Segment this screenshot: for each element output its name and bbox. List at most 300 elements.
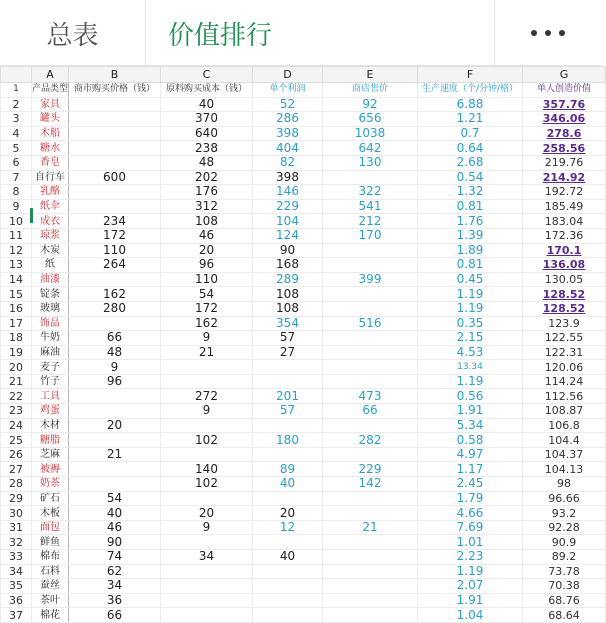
table-cell[interactable]: 258.56 bbox=[523, 141, 606, 156]
table-cell[interactable] bbox=[253, 418, 323, 433]
row-number[interactable]: 14 bbox=[1, 272, 32, 287]
table-cell[interactable]: 640 bbox=[161, 126, 253, 141]
corner-cell[interactable] bbox=[1, 67, 32, 83]
table-cell[interactable] bbox=[69, 112, 161, 127]
row-number[interactable]: 11 bbox=[1, 228, 32, 243]
table-cell[interactable] bbox=[69, 126, 161, 141]
table-cell[interactable]: 57 bbox=[253, 404, 323, 419]
table-cell[interactable]: 92 bbox=[323, 97, 418, 112]
table-cell[interactable]: 矿石 bbox=[32, 491, 69, 506]
table-cell[interactable]: 木材 bbox=[32, 418, 69, 433]
table-cell[interactable]: 0.45 bbox=[418, 272, 523, 287]
table-cell[interactable]: 112.56 bbox=[523, 389, 606, 404]
tab-summary[interactable]: 总表 bbox=[0, 0, 146, 66]
table-cell[interactable]: 奶茶 bbox=[32, 477, 69, 492]
table-cell[interactable]: 162 bbox=[161, 316, 253, 331]
table-cell[interactable]: 1.32 bbox=[418, 185, 523, 200]
table-cell[interactable]: 20 bbox=[161, 243, 253, 258]
table-cell[interactable]: 香皂 bbox=[32, 155, 69, 170]
table-cell[interactable]: 21 bbox=[69, 447, 161, 462]
table-cell[interactable] bbox=[253, 608, 323, 623]
table-cell[interactable]: 146 bbox=[253, 185, 323, 200]
table-cell[interactable]: 2.45 bbox=[418, 477, 523, 492]
table-cell[interactable]: 1.76 bbox=[418, 214, 523, 229]
table-cell[interactable]: 68.76 bbox=[523, 593, 606, 608]
column-header[interactable]: E bbox=[323, 67, 418, 83]
table-cell[interactable]: 0.7 bbox=[418, 126, 523, 141]
row-number[interactable]: 32 bbox=[1, 535, 32, 550]
table-cell[interactable] bbox=[69, 185, 161, 200]
table-cell[interactable]: 214.92 bbox=[523, 170, 606, 185]
row-number[interactable]: 33 bbox=[1, 550, 32, 565]
table-cell[interactable]: 麦子 bbox=[32, 360, 69, 375]
table-cell[interactable]: 40 bbox=[253, 550, 323, 565]
table-cell[interactable]: 原料购买成本（钱） bbox=[161, 83, 253, 98]
table-cell[interactable]: 162 bbox=[69, 287, 161, 302]
table-cell[interactable] bbox=[69, 477, 161, 492]
table-cell[interactable] bbox=[253, 491, 323, 506]
table-cell[interactable]: 92.28 bbox=[523, 520, 606, 535]
row-number[interactable]: 4 bbox=[1, 126, 32, 141]
table-cell[interactable]: 0.81 bbox=[418, 199, 523, 214]
table-cell[interactable]: 66 bbox=[69, 331, 161, 346]
table-cell[interactable]: 单人创造价值 bbox=[523, 83, 606, 98]
row-number[interactable]: 23 bbox=[1, 404, 32, 419]
table-cell[interactable] bbox=[253, 579, 323, 594]
table-cell[interactable]: 2.68 bbox=[418, 155, 523, 170]
table-cell[interactable]: 192.72 bbox=[523, 185, 606, 200]
table-cell[interactable]: 202 bbox=[161, 170, 253, 185]
table-cell[interactable]: 1038 bbox=[323, 126, 418, 141]
table-cell[interactable] bbox=[69, 389, 161, 404]
table-cell[interactable]: 产品类型 bbox=[32, 83, 69, 98]
table-cell[interactable]: 饰品 bbox=[32, 316, 69, 331]
table-cell[interactable]: 114.24 bbox=[523, 374, 606, 389]
table-cell[interactable]: 1.19 bbox=[418, 564, 523, 579]
table-cell[interactable] bbox=[253, 564, 323, 579]
column-header[interactable]: G bbox=[523, 67, 606, 83]
row-number[interactable]: 35 bbox=[1, 579, 32, 594]
table-cell[interactable]: 73.78 bbox=[523, 564, 606, 579]
table-cell[interactable]: 玻璃 bbox=[32, 301, 69, 316]
table-cell[interactable]: 鸡蛋 bbox=[32, 404, 69, 419]
table-cell[interactable] bbox=[323, 447, 418, 462]
table-cell[interactable]: 170 bbox=[323, 228, 418, 243]
row-number[interactable]: 34 bbox=[1, 564, 32, 579]
row-number[interactable]: 29 bbox=[1, 491, 32, 506]
table-cell[interactable]: 74 bbox=[69, 550, 161, 565]
table-cell[interactable]: 108.87 bbox=[523, 404, 606, 419]
table-cell[interactable]: 13.34 bbox=[418, 360, 523, 375]
row-number[interactable]: 31 bbox=[1, 520, 32, 535]
row-number[interactable]: 22 bbox=[1, 389, 32, 404]
table-cell[interactable]: 102 bbox=[161, 433, 253, 448]
table-cell[interactable]: 12 bbox=[253, 520, 323, 535]
table-cell[interactable]: 399 bbox=[323, 272, 418, 287]
table-cell[interactable]: 6.88 bbox=[418, 97, 523, 112]
table-cell[interactable]: 棉布 bbox=[32, 550, 69, 565]
table-cell[interactable]: 芝麻 bbox=[32, 447, 69, 462]
table-cell[interactable] bbox=[323, 345, 418, 360]
table-cell[interactable]: 棉花 bbox=[32, 608, 69, 623]
table-cell[interactable]: 110 bbox=[69, 243, 161, 258]
table-cell[interactable]: 96.66 bbox=[523, 491, 606, 506]
table-cell[interactable]: 20 bbox=[161, 506, 253, 521]
table-cell[interactable]: 404 bbox=[253, 141, 323, 156]
table-cell[interactable]: 鲜鱼 bbox=[32, 535, 69, 550]
table-cell[interactable]: 170.1 bbox=[523, 243, 606, 258]
row-number[interactable]: 36 bbox=[1, 593, 32, 608]
table-cell[interactable]: 竹子 bbox=[32, 374, 69, 389]
table-cell[interactable]: 2.23 bbox=[418, 550, 523, 565]
table-cell[interactable]: 108 bbox=[161, 214, 253, 229]
table-cell[interactable]: 90 bbox=[253, 243, 323, 258]
table-cell[interactable]: 2.07 bbox=[418, 579, 523, 594]
table-cell[interactable]: 104.13 bbox=[523, 462, 606, 477]
table-cell[interactable]: 1.39 bbox=[418, 228, 523, 243]
table-cell[interactable]: 286 bbox=[253, 112, 323, 127]
table-cell[interactable]: 商店售价 bbox=[323, 83, 418, 98]
table-cell[interactable]: 1.21 bbox=[418, 112, 523, 127]
table-cell[interactable] bbox=[323, 243, 418, 258]
table-cell[interactable] bbox=[69, 404, 161, 419]
table-cell[interactable]: 96 bbox=[69, 374, 161, 389]
table-cell[interactable]: 62 bbox=[69, 564, 161, 579]
table-cell[interactable]: 家具 bbox=[32, 97, 69, 112]
table-cell[interactable]: 1.19 bbox=[418, 374, 523, 389]
column-header[interactable]: A bbox=[32, 67, 69, 83]
table-cell[interactable]: 142 bbox=[323, 477, 418, 492]
table-cell[interactable]: 5.34 bbox=[418, 418, 523, 433]
table-cell[interactable] bbox=[323, 287, 418, 302]
table-cell[interactable]: 322 bbox=[323, 185, 418, 200]
table-cell[interactable]: 238 bbox=[161, 141, 253, 156]
row-number[interactable]: 10 bbox=[1, 214, 32, 229]
table-cell[interactable]: 229 bbox=[253, 199, 323, 214]
row-number[interactable]: 19 bbox=[1, 345, 32, 360]
table-cell[interactable]: 128.52 bbox=[523, 301, 606, 316]
table-cell[interactable]: 40 bbox=[161, 97, 253, 112]
table-cell[interactable]: 66 bbox=[69, 608, 161, 623]
table-cell[interactable]: 89.2 bbox=[523, 550, 606, 565]
table-cell[interactable] bbox=[161, 491, 253, 506]
table-cell[interactable] bbox=[69, 155, 161, 170]
table-cell[interactable] bbox=[323, 301, 418, 316]
table-cell[interactable]: 4.66 bbox=[418, 506, 523, 521]
table-cell[interactable] bbox=[69, 199, 161, 214]
table-cell[interactable]: 104.37 bbox=[523, 447, 606, 462]
row-number[interactable]: 9 bbox=[1, 199, 32, 214]
table-cell[interactable]: 89 bbox=[253, 462, 323, 477]
table-cell[interactable]: 66 bbox=[323, 404, 418, 419]
table-cell[interactable]: 642 bbox=[323, 141, 418, 156]
column-header[interactable]: C bbox=[161, 67, 253, 83]
table-cell[interactable]: 354 bbox=[253, 316, 323, 331]
table-cell[interactable] bbox=[161, 593, 253, 608]
table-cell[interactable]: 1.01 bbox=[418, 535, 523, 550]
table-cell[interactable]: 锭条 bbox=[32, 287, 69, 302]
table-cell[interactable] bbox=[161, 608, 253, 623]
tab-value-ranking[interactable]: 价值排行 bbox=[167, 20, 272, 51]
row-number[interactable]: 25 bbox=[1, 433, 32, 448]
table-cell[interactable]: 90 bbox=[69, 535, 161, 550]
table-cell[interactable]: 商市购买价格（钱） bbox=[69, 83, 161, 98]
table-cell[interactable]: 20 bbox=[69, 418, 161, 433]
table-cell[interactable]: 289 bbox=[253, 272, 323, 287]
table-cell[interactable]: 312 bbox=[161, 199, 253, 214]
table-cell[interactable] bbox=[69, 97, 161, 112]
table-cell[interactable]: 124 bbox=[253, 228, 323, 243]
table-cell[interactable]: 120.06 bbox=[523, 360, 606, 375]
table-cell[interactable]: 工具 bbox=[32, 389, 69, 404]
table-cell[interactable]: 229 bbox=[323, 462, 418, 477]
table-cell[interactable] bbox=[323, 374, 418, 389]
row-number[interactable]: 18 bbox=[1, 331, 32, 346]
table-cell[interactable]: 172 bbox=[69, 228, 161, 243]
table-cell[interactable]: 成衣 bbox=[32, 214, 69, 229]
table-cell[interactable]: 201 bbox=[253, 389, 323, 404]
table-cell[interactable]: 110 bbox=[161, 272, 253, 287]
row-number[interactable]: 5 bbox=[1, 141, 32, 156]
table-cell[interactable] bbox=[323, 170, 418, 185]
table-cell[interactable]: 9 bbox=[69, 360, 161, 375]
table-cell[interactable] bbox=[323, 331, 418, 346]
table-cell[interactable] bbox=[323, 258, 418, 273]
table-cell[interactable]: 48 bbox=[69, 345, 161, 360]
table-cell[interactable] bbox=[161, 374, 253, 389]
table-cell[interactable] bbox=[69, 462, 161, 477]
row-number[interactable]: 37 bbox=[1, 608, 32, 623]
table-cell[interactable]: 122.55 bbox=[523, 331, 606, 346]
table-cell[interactable]: 0.56 bbox=[418, 389, 523, 404]
table-cell[interactable]: 1.17 bbox=[418, 462, 523, 477]
table-cell[interactable]: 纸伞 bbox=[32, 199, 69, 214]
table-cell[interactable]: 280 bbox=[69, 301, 161, 316]
table-cell[interactable]: 9 bbox=[161, 520, 253, 535]
table-cell[interactable]: 36 bbox=[69, 593, 161, 608]
table-cell[interactable]: 104.4 bbox=[523, 433, 606, 448]
table-cell[interactable]: 106.8 bbox=[523, 418, 606, 433]
table-cell[interactable]: 单个利润 bbox=[253, 83, 323, 98]
table-cell[interactable]: 21 bbox=[161, 345, 253, 360]
table-cell[interactable]: 40 bbox=[69, 506, 161, 521]
table-cell[interactable]: 牛奶 bbox=[32, 331, 69, 346]
table-cell[interactable]: 木板 bbox=[32, 506, 69, 521]
table-cell[interactable] bbox=[69, 433, 161, 448]
table-cell[interactable]: 183.04 bbox=[523, 214, 606, 229]
table-cell[interactable]: 98 bbox=[523, 477, 606, 492]
table-cell[interactable]: 乳酪 bbox=[32, 185, 69, 200]
table-cell[interactable]: 370 bbox=[161, 112, 253, 127]
row-number[interactable]: 16 bbox=[1, 301, 32, 316]
row-number[interactable]: 28 bbox=[1, 477, 32, 492]
table-cell[interactable]: 234 bbox=[69, 214, 161, 229]
table-cell[interactable] bbox=[323, 418, 418, 433]
table-cell[interactable]: 516 bbox=[323, 316, 418, 331]
table-cell[interactable]: 172.36 bbox=[523, 228, 606, 243]
table-cell[interactable]: 9 bbox=[161, 331, 253, 346]
row-number[interactable]: 27 bbox=[1, 462, 32, 477]
table-cell[interactable]: 自行车 bbox=[32, 170, 69, 185]
more-horizontal-icon[interactable] bbox=[494, 0, 600, 65]
table-cell[interactable]: 656 bbox=[323, 112, 418, 127]
table-cell[interactable] bbox=[323, 360, 418, 375]
table-cell[interactable] bbox=[161, 579, 253, 594]
row-number[interactable]: 6 bbox=[1, 155, 32, 170]
table-cell[interactable]: 纸 bbox=[32, 258, 69, 273]
table-cell[interactable] bbox=[253, 374, 323, 389]
table-cell[interactable]: 172 bbox=[161, 301, 253, 316]
table-cell[interactable] bbox=[69, 316, 161, 331]
row-number[interactable]: 12 bbox=[1, 243, 32, 258]
table-cell[interactable]: 46 bbox=[69, 520, 161, 535]
row-number[interactable]: 17 bbox=[1, 316, 32, 331]
table-cell[interactable]: 168 bbox=[253, 258, 323, 273]
table-cell[interactable]: 54 bbox=[69, 491, 161, 506]
table-cell[interactable]: 20 bbox=[253, 506, 323, 521]
table-cell[interactable] bbox=[253, 360, 323, 375]
row-number[interactable]: 20 bbox=[1, 360, 32, 375]
table-cell[interactable]: 1.79 bbox=[418, 491, 523, 506]
row-number[interactable]: 30 bbox=[1, 506, 32, 521]
row-number[interactable]: 2 bbox=[1, 97, 32, 112]
table-cell[interactable]: 糖水 bbox=[32, 141, 69, 156]
row-number[interactable]: 7 bbox=[1, 170, 32, 185]
table-cell[interactable]: 108 bbox=[253, 301, 323, 316]
table-cell[interactable]: 93.2 bbox=[523, 506, 606, 521]
table-cell[interactable]: 180 bbox=[253, 433, 323, 448]
table-cell[interactable]: 473 bbox=[323, 389, 418, 404]
table-cell[interactable]: 1.04 bbox=[418, 608, 523, 623]
table-cell[interactable]: 34 bbox=[69, 579, 161, 594]
table-cell[interactable]: 123.9 bbox=[523, 316, 606, 331]
row-number[interactable]: 13 bbox=[1, 258, 32, 273]
table-cell[interactable]: 212 bbox=[323, 214, 418, 229]
table-cell[interactable]: 264 bbox=[69, 258, 161, 273]
row-number[interactable]: 1 bbox=[1, 83, 32, 98]
table-cell[interactable]: 34 bbox=[161, 550, 253, 565]
table-cell[interactable]: 生产速度（个/分钟/格） bbox=[418, 83, 523, 98]
table-cell[interactable] bbox=[323, 535, 418, 550]
table-cell[interactable]: 70.38 bbox=[523, 579, 606, 594]
table-cell[interactable] bbox=[323, 506, 418, 521]
table-cell[interactable] bbox=[323, 491, 418, 506]
table-cell[interactable]: 104 bbox=[253, 214, 323, 229]
table-cell[interactable]: 1.89 bbox=[418, 243, 523, 258]
table-cell[interactable]: 54 bbox=[161, 287, 253, 302]
table-cell[interactable]: 罐头 bbox=[32, 112, 69, 127]
table-cell[interactable] bbox=[253, 593, 323, 608]
table-cell[interactable]: 1.19 bbox=[418, 301, 523, 316]
table-cell[interactable]: 176 bbox=[161, 185, 253, 200]
row-number[interactable]: 21 bbox=[1, 374, 32, 389]
table-cell[interactable]: 0.58 bbox=[418, 433, 523, 448]
row-number[interactable]: 24 bbox=[1, 418, 32, 433]
table-cell[interactable]: 398 bbox=[253, 126, 323, 141]
table-cell[interactable]: 茶叶 bbox=[32, 593, 69, 608]
table-cell[interactable] bbox=[323, 550, 418, 565]
table-cell[interactable]: 蚕丝 bbox=[32, 579, 69, 594]
table-cell[interactable]: 0.64 bbox=[418, 141, 523, 156]
table-cell[interactable]: 46 bbox=[161, 228, 253, 243]
table-cell[interactable]: 27 bbox=[253, 345, 323, 360]
table-cell[interactable]: 128.52 bbox=[523, 287, 606, 302]
table-cell[interactable] bbox=[161, 418, 253, 433]
table-cell[interactable]: 麻油 bbox=[32, 345, 69, 360]
column-header[interactable]: D bbox=[253, 67, 323, 83]
table-cell[interactable]: 48 bbox=[161, 155, 253, 170]
table-cell[interactable] bbox=[323, 593, 418, 608]
table-cell[interactable]: 面包 bbox=[32, 520, 69, 535]
spreadsheet-grid[interactable] bbox=[0, 66, 600, 622]
table-cell[interactable]: 0.54 bbox=[418, 170, 523, 185]
table-cell[interactable]: 4.53 bbox=[418, 345, 523, 360]
table-cell[interactable]: 219.76 bbox=[523, 155, 606, 170]
table-cell[interactable] bbox=[323, 608, 418, 623]
table-cell[interactable]: 52 bbox=[253, 97, 323, 112]
table-cell[interactable]: 1.91 bbox=[418, 404, 523, 419]
table-cell[interactable]: 96 bbox=[161, 258, 253, 273]
table-cell[interactable]: 21 bbox=[323, 520, 418, 535]
table-cell[interactable] bbox=[161, 535, 253, 550]
table-cell[interactable]: 272 bbox=[161, 389, 253, 404]
table-cell[interactable]: 1.19 bbox=[418, 287, 523, 302]
table-cell[interactable]: 琼浆 bbox=[32, 228, 69, 243]
table-cell[interactable]: 被褥 bbox=[32, 462, 69, 477]
table-cell[interactable]: 130.05 bbox=[523, 272, 606, 287]
table-cell[interactable]: 木炭 bbox=[32, 243, 69, 258]
table-cell[interactable]: 40 bbox=[253, 477, 323, 492]
table-cell[interactable] bbox=[253, 447, 323, 462]
table-cell[interactable] bbox=[161, 564, 253, 579]
row-number[interactable]: 15 bbox=[1, 287, 32, 302]
table-cell[interactable]: 木船 bbox=[32, 126, 69, 141]
table-cell[interactable]: 136.08 bbox=[523, 258, 606, 273]
table-cell[interactable]: 346.06 bbox=[523, 112, 606, 127]
column-header[interactable]: B bbox=[69, 67, 161, 83]
table-cell[interactable]: 糖脂 bbox=[32, 433, 69, 448]
table-cell[interactable]: 278.6 bbox=[523, 126, 606, 141]
table-cell[interactable]: 122.31 bbox=[523, 345, 606, 360]
table-cell[interactable]: 1.91 bbox=[418, 593, 523, 608]
table-cell[interactable] bbox=[323, 579, 418, 594]
table-cell[interactable] bbox=[253, 535, 323, 550]
table-cell[interactable] bbox=[69, 272, 161, 287]
table-cell[interactable]: 357.76 bbox=[523, 97, 606, 112]
table-cell[interactable]: 油漆 bbox=[32, 272, 69, 287]
table-cell[interactable]: 541 bbox=[323, 199, 418, 214]
table-cell[interactable] bbox=[323, 564, 418, 579]
table-cell[interactable]: 2.15 bbox=[418, 331, 523, 346]
table-cell[interactable]: 82 bbox=[253, 155, 323, 170]
table-cell[interactable]: 4.97 bbox=[418, 447, 523, 462]
table-cell[interactable]: 600 bbox=[69, 170, 161, 185]
row-number[interactable]: 3 bbox=[1, 112, 32, 127]
table-cell[interactable]: 398 bbox=[253, 170, 323, 185]
table-cell[interactable]: 7.69 bbox=[418, 520, 523, 535]
table-cell[interactable]: 68.64 bbox=[523, 608, 606, 623]
table-cell[interactable]: 108 bbox=[253, 287, 323, 302]
table-cell[interactable]: 0.35 bbox=[418, 316, 523, 331]
table-cell[interactable]: 9 bbox=[161, 404, 253, 419]
table-cell[interactable]: 140 bbox=[161, 462, 253, 477]
row-number[interactable]: 26 bbox=[1, 447, 32, 462]
table-cell[interactable]: 130 bbox=[323, 155, 418, 170]
table-cell[interactable]: 石料 bbox=[32, 564, 69, 579]
table-cell[interactable]: 0.81 bbox=[418, 258, 523, 273]
column-header[interactable]: F bbox=[418, 67, 523, 83]
table-cell[interactable]: 282 bbox=[323, 433, 418, 448]
